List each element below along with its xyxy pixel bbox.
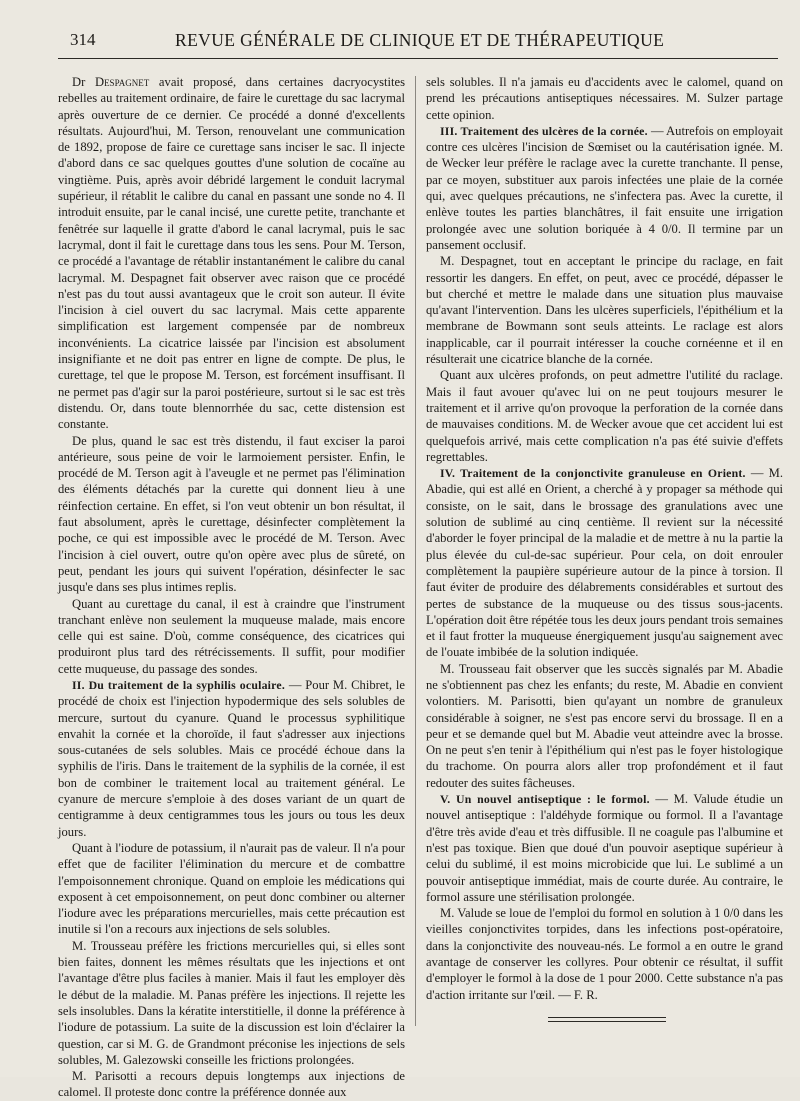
paragraph xyxy=(426,791,783,905)
paragraph-text: M. Valude se loue de l'emploi du formol en solution à 1 0/0 dans les vieilles conjonctivites torpides, dans les infections post-opératoire, dans la conjonctivite des nouveau-nés. Le formol a en outre le grand avantage de conserver les collyres. Pour obtenir ce résultat, il suffit d'employer le formol à la dose de 1 pour 2000. Cette substance n'a pas d'action irritante sur l'œil. — F. R. xyxy=(426,906,783,1002)
paragraph-text: De plus, quand le sac est très distendu, il faut exciser la paroi antérieure, sous peine de voir le larmoiement persister. Enfin, le procédé de M. Terson agit à l'aveugle et ne permet pas l'élimination des éléments détachés par la curette qui donnent lieu à une réinfection certaine. En effet, si l'on veut obtenir un bon résultat, il faut absolument, après le curettage, désinfecter complètement la poche, ce qui est impossible avec le procédé de M. Terson. Avec l'incision à ciel ouvert, outre qu'on opère avec plus de sûreté, on peut, pendant les jours qui suivent l'opération, désinfecter le sac jusqu'e dans ses plus intimes replis. xyxy=(58,433,405,595)
paragraph xyxy=(426,367,783,465)
page-number: 314 xyxy=(70,30,96,49)
paragraph-text: — Autrefois on employait contre ces ulcères l'incision de Sœmiset ou la cautérisation ignée. M. de Wecker leur préfère le raclage avec la curette tranchante. Il pense, par ce moyen, substituer aux parois infectées une plaie de la cornée qui, avec quelques précautions, ne s'infectera pas. Avec la curette, il enlève toutes les parties blanchâtres, il fait ensuite une irrigation prolongée avec une solution boriquée à 4 0/0. Il termine par un pansement occlusif. xyxy=(426,123,783,252)
paragraph xyxy=(426,74,783,123)
paragraph-text: Quant aux ulcères profonds, on peut admettre l'utilité du raclage. Mais il faut avouer qu'avec lui on ne peut toujours mesurer le traitement et il arrive qu'on provoque la perforation de la cornée dans de mauvaises conditions. M. de Wecker avoue que cet accident lui est quelquefois arrivé, mais cette complication n'a pas été suivie d'effets regrettables. xyxy=(426,368,783,464)
end-rule xyxy=(548,1017,666,1018)
paragraph xyxy=(58,677,405,840)
paragraph xyxy=(426,253,783,367)
paragraph-prefix: Dr xyxy=(72,75,95,89)
paragraph xyxy=(58,840,405,938)
paragraph-text: — M. Abadie, qui est allé en Orient, a cherché à y propager sa méthode qui consiste, on le sait, dans le brossage des granulations avec une solution de sublimé au cinq centième. Il revient sur la nécessité d'aborder le foyer principal de la maladie et de mettre à nu la partie la plus élevée du cul-de-sac supérieur. Pour cela, on doit enrouler complètement la paupière supérieure autour de la pince à torsion. Il faut éviter de produire des délabrements considérables et surtout des pertes de substance de la muqueuse ou des tissus sous-jacents. L'opération doit être répétée tous les deux jours pendant trois semaines et il faut frotter la muqueuse énergiquement jusqu'au saignement avec de l'ouate imbibée de la solution indiquée. xyxy=(426,466,783,660)
paragraph xyxy=(426,123,783,253)
end-rule-double xyxy=(548,1021,666,1022)
section-heading: IV. Traitement de la conjonctivite granuleuse en Orient. xyxy=(440,466,746,481)
paragraph xyxy=(58,1068,405,1101)
paragraph xyxy=(58,938,405,1068)
author-name: Despagnet xyxy=(94,75,150,89)
paragraph xyxy=(58,433,405,596)
paragraph-text: — Pour M. Chibret, le procédé de choix est l'injection hypodermique des sels solubles de mercure, surtout du cyanure. Quand le processus syphilitique envahit la cornée et la choroïde, il faut s'adresser aux injections sous-cutanées de sels solubles. Mais ce procédé échoue dans la syphilis de l'iris. Dans le traitement de la syphilis de la cornée, il est bon de combiner le traitement local au traitement général. Le cyanure de mercure s'emploie à des doses variant de un quart de centigramme à deux centigrammes tous les jours ou tous les deux jours. xyxy=(58,677,405,839)
paragraph xyxy=(426,661,783,791)
paragraph-text: Quant à l'iodure de potassium, il n'aurait pas de valeur. Il n'a pour effet que de faciliter l'élimination du mercure et de combattre l'empoisonnement chronique. Quand on emploie les médications qui exposent à cet empoisonnement, on peut donc combiner ou alterner l'iodure avec les préparations mercurielles, mais cette précaution est inutile si l'on a recours aux injections de sels solubles. xyxy=(58,840,405,937)
column-divider xyxy=(415,76,416,1026)
section-heading: V. Un nouvel antiseptique : le formol. xyxy=(440,792,650,807)
header-rule xyxy=(58,58,778,59)
paragraph-text: M. Parisotti a recours depuis longtemps aux injections de calomel. Il proteste donc contre la préférence donnée aux xyxy=(58,1069,405,1100)
paragraph-text: M. Trousseau préfère les frictions mercurielles qui, si elles sont bien faites, donnent les mêmes résultats que les injections et ont l'avantage d'être plus faciles à manier. Mais il faut les employer dès le début de la maladie. M. Panas préfère les injections. Il rejette les sels insolubles. Dans la kératite interstitielle, il donne la préférence à l'iodure de potassium. La suite de la discussion est loin d'éclairer la question, car si M. G. de Grandmont préconise les injections de sels solubles, M. Galezowski conseille les frictions prolongées. xyxy=(58,938,405,1067)
paragraph-text: M. Trousseau fait observer que les succès signalés par M. Abadie ne s'obtiennent pas chez les enfants; du reste, M. Abadie en convient volontiers. M. Parisotti, bien qu'ayant un nombre de granuleux considérable à soigner, ne s'est pas encore servi du brossage. Il en a peur et se demande quel but M. Abadie veut atteindre avec la brosse. On ne peut s'en tenir à l'épithélium qui n'est pas le foyer histologique du trachome. On pourra alors aller trop profondément et il faut redouter des suites fâcheuses. xyxy=(426,661,783,790)
section-heading: III. Traitement des ulcères de la cornée. xyxy=(440,123,648,138)
paragraph-text: avait proposé, dans certaines dacryocystites rebelles au traitement ordinaire, de faire le curettage du sac lacrymal après ouverture de ce dernier. Ce procédé a donné d'excellents résultats. Aujourd'hui, M. Terson, renouvelant une communication de 1892, propose de faire ce curettage sans inciser le sac. Il injecte d'abord dans ce sac quelques gouttes d'une solution de cocaïne au vingtième. Puis, après avoir débridé largement le conduit lacrymal supérieur, il rétablit le calibre du canal en passant une sonde no 4. Il introduit ensuite, par le canal incisé, une curette petite, tranchante et fenêtrée sur laquelle il gratte d'abord le canal lacrymal, puis le sac lacrymal, dont il fait le curettage dans tous les sens. Pour M. Terson, ce procédé a l'avantage de rétablir instantanément le calibre du canal lacrymal. M. Despagnet fait observer avec raison que ce procédé n'est pas du tout aussi avantageux que le croit son auteur. Il évite l'incision à ciel ouvert du sac lacrymal. Mais cette apparente simplification est largement compensée par de nombreux inconvénients. La cicatrice laissée par l'incision est absolument insignifiante et ne doit pas entrer en ligne de compte. De plus, le curettage, tel que le propose M. Terson, est forcément insuffisant. Il ne permet pas d'agir sur la paroi postérieure, surtout si le sac est très distendu. Or, dans toute blennorrhée du sac, cette distension est constante. xyxy=(58,75,406,432)
paragraph xyxy=(426,905,783,1003)
paragraph xyxy=(426,465,783,661)
right-column xyxy=(426,74,783,1003)
paragraph-text: sels solubles. Il n'a jamais eu d'accidents avec le calomel, quand on prend les précautions antiseptiques nécessaires. M. Sulzer partage cette opinion. xyxy=(426,75,783,122)
paragraph-text: Quant au curettage du canal, il est à craindre que l'instrument tranchant enlève non seulement la muqueuse malade, mais encore celle qui est saine. D'où, comme conséquence, des cicatrices qui produiront plus tard des rétrécissements. Il suffit, pour modifier cette muqueuse, du passage des sondes. xyxy=(58,596,405,676)
section-heading: II. Du traitement de la syphilis oculaire. xyxy=(72,677,285,692)
running-header xyxy=(40,30,780,54)
running-title: REVUE GÉNÉRALE DE CLINIQUE ET DE THÉRAPEUTIQUE xyxy=(175,30,665,50)
paragraph xyxy=(58,596,405,677)
left-column xyxy=(58,74,405,1101)
paragraph-text: — M. Valude étudie un nouvel antiseptique : l'aldéhyde formique ou formol. Il a l'avantage d'être très avide d'eau et très diffusible. Il ne coagule pas l'albumine et n'est pas toxique. Bien que doué d'un pouvoir aseptique supérieur à celui du sublimé, il est moins microbicide que lui. Le sublimé a un pouvoir antiseptique immédiat, mais de courte durée. Au contraire, le formol assure une stérilisation prolongée. xyxy=(426,792,783,904)
paragraph-text: M. Despagnet, tout en acceptant le principe du raclage, en fait ressortir les dangers. En effet, on peut, avec ce procédé, dépasser le but cherché et mettre le malade dans une situation plus mauvaise qu'avant l'intervention. Dans les ulcères superficiels, l'épithélium et la membrane de Bowmann sont seuls atteints. Le raclage est alors inapplicable, car il pourrait intéresser la couche cornéenne et il en résulterait une cicatrice blanche de la cornée. xyxy=(426,254,783,367)
paragraph xyxy=(58,74,405,433)
